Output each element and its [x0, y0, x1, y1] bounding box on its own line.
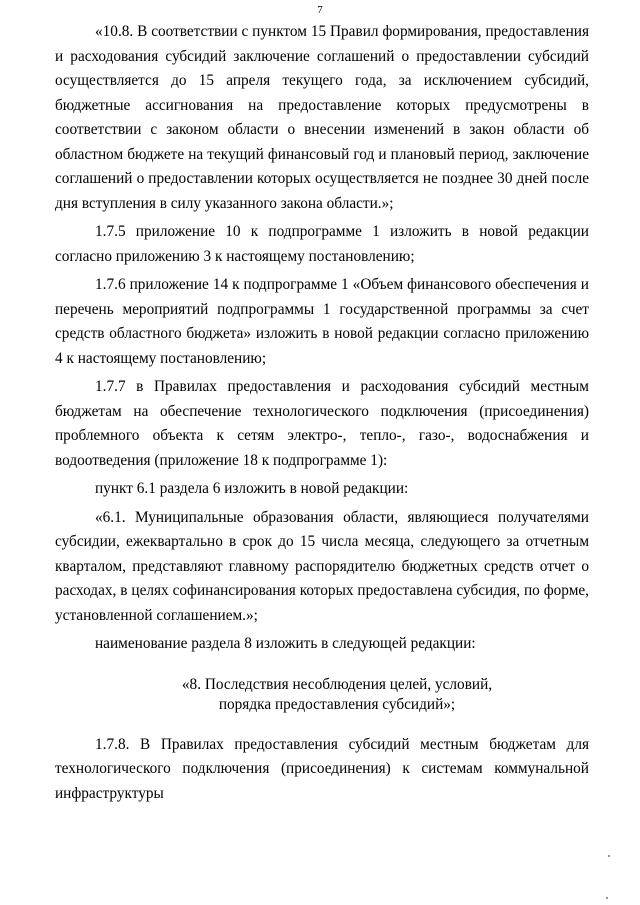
scan-speck [606, 897, 608, 899]
paragraph-1-7-7: 1.7.7 в Правилах предоставления и расходования субсидий местным бюджетам на обеспечение технологического подключения (присоединения) проблемного объекта к сетям электро-, тепло-, газо-, водоснабжения и водоотведения (приложение 18 к подпрограмме 1): [55, 378, 589, 469]
scan-speck [608, 855, 610, 857]
paragraph-1-7-5: 1.7.5 приложение 10 к подпрограмме 1 изложить в новой редакции согласно приложению 3 к настоящему постановлению; [55, 223, 589, 265]
paragraph-section-8-intro: наименование раздела 8 изложить в следующей редакции: [95, 635, 476, 652]
section-8-heading-line-2: порядка предоставления субсидий»; [218, 695, 456, 713]
paragraph-point-6-1-intro: пункт 6.1 раздела 6 изложить в новой редакции: [95, 480, 409, 497]
section-8-heading-line-1: «8. Последствия несоблюдения целей, условий, [181, 675, 493, 693]
section-8-heading [55, 675, 589, 715]
paragraph-1-7-6: 1.7.6 приложение 14 к подпрограмме 1 «Объем финансового обеспечения и перечень мероприятий подпрограммы 1 государственной программы за счет средств областного бюджета» изложить в новой редакции согласно приложению 4 к настоящему постановлению; [55, 276, 589, 367]
paragraph-10-8: «10.8. В соответствии с пунктом 15 Правил формирования, предоставления и расходования субсидий заключение соглашений о предоставлении субсидий осуществляется до 15 апреля текущего года, за исключением субсидий, бюджетные ассигнования на предоставление которых предусмотрены в соответствии с законом области о внесении изменений в закон области об областном бюджете на текущий финансовый год и плановый период, заключение соглашений о предоставлении которых осуществляется не позднее 30 дней после дня вступления в силу указанного закона области.»; [55, 23, 589, 212]
page-number: 7 [317, 4, 323, 16]
paragraph-1-7-8: 1.7.8. В Правилах предоставления субсидий местным бюджетам для технологического подключения (присоединения) к системам коммунальной инфраструктуры [55, 735, 589, 802]
document-body [55, 20, 589, 810]
paragraph-6-1: «6.1. Муниципальные образования области, являющиеся получателями субсидии, ежеквартально в срок до 15 числа месяца, следующего за отчетным кварталом, представляют главному распорядителю бюджетных средств отчет о расходах, в целях софинансирования которых предоставлена субсидия, по форме, установленной соглашением.»; [55, 508, 589, 624]
